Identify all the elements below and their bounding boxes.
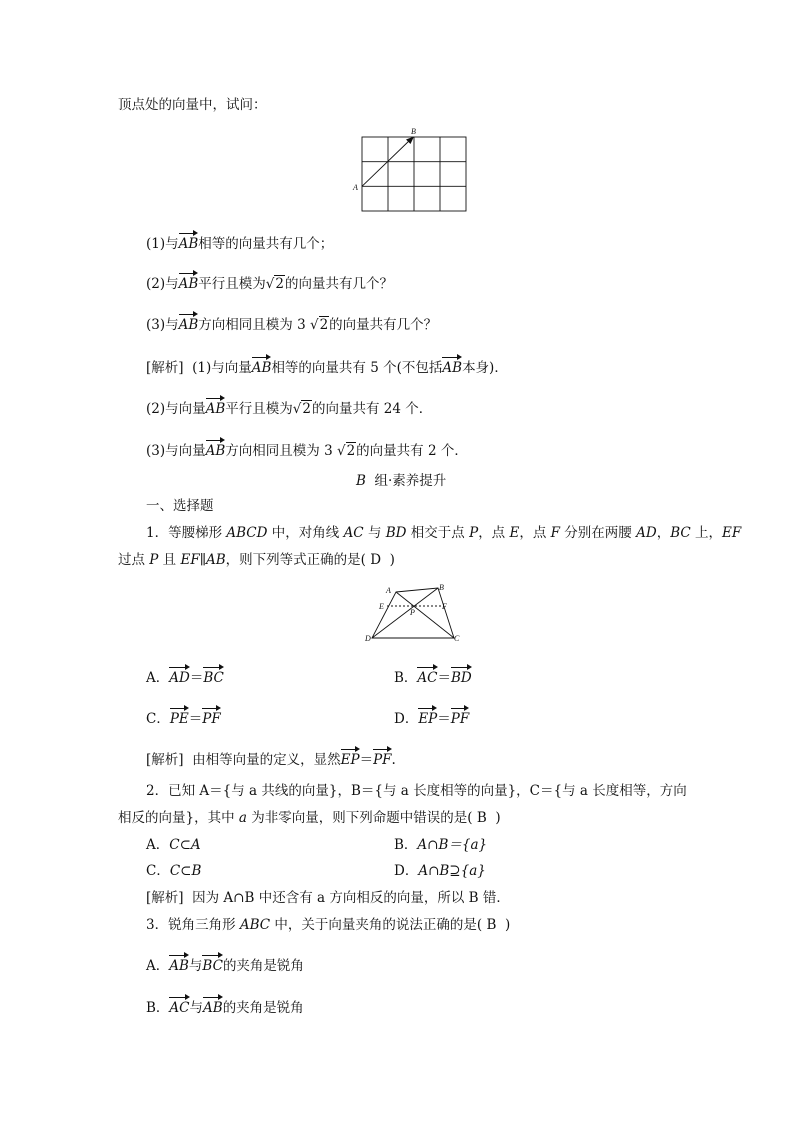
problem-2-option-b: B．A∩B＝{a} bbox=[394, 837, 488, 853]
solution-tag: [解析] bbox=[146, 890, 184, 906]
answer-2: (2)与向量AB平行且模为√2的向量共有 24 个． bbox=[146, 397, 432, 418]
section-b-heading: B 组·素养提升 bbox=[356, 473, 447, 489]
sqrt-symbol: √2 bbox=[309, 317, 329, 333]
answer-letter: D bbox=[370, 552, 382, 568]
part-heading: 一、选择题 bbox=[146, 498, 214, 514]
problem-2-option-c: C．C⊂B bbox=[146, 863, 202, 879]
problem-2-option-d: D．A∩B⊇{a} bbox=[394, 863, 486, 879]
problem-1-line-2: 过点 P 且 EF∥AB，则下列等式正确的是( D ) bbox=[118, 552, 395, 568]
problem-1-option-a: A．AD＝BC bbox=[146, 666, 224, 687]
question-1: (1)与AB相等的向量共有几个； bbox=[146, 232, 333, 253]
answer-letter: B bbox=[486, 917, 497, 933]
trap-label-d: D bbox=[365, 634, 371, 643]
sqrt-symbol: √2 bbox=[292, 401, 311, 417]
grid-figure bbox=[350, 125, 475, 219]
answer-1: [解析] (1)与向量AB相等的向量共有 5 个(不包括AB本身)． bbox=[146, 356, 508, 377]
vector-ab: AB bbox=[179, 313, 199, 334]
sqrt-symbol: √2 bbox=[336, 443, 356, 459]
vector-ab: AB bbox=[179, 272, 199, 293]
problem-3-option-b: B．AC与AB的夹角是锐角 bbox=[146, 996, 304, 1017]
vector-ab: AB bbox=[206, 439, 226, 460]
trapezoid-svg bbox=[360, 580, 470, 648]
problem-2-line-2: 相反的向量}，其中 a 为非零向量，则下列命题中错误的是( B ) bbox=[118, 810, 501, 826]
problem-2-option-a: A．C⊂A bbox=[146, 837, 201, 853]
trap-label-b: B bbox=[439, 583, 444, 592]
vector-ab: AB bbox=[252, 356, 272, 377]
trap-label-a: A bbox=[386, 586, 391, 595]
answer-3: (3)与向量AB方向相同且模为 3 √2的向量共有 2 个． bbox=[146, 439, 468, 460]
intro-text: 顶点处的向量中，试问： bbox=[118, 97, 267, 113]
trap-label-f: F bbox=[442, 602, 447, 611]
question-2: (2)与AB平行且模为√2的向量共有几个？ bbox=[146, 272, 393, 293]
solution-tag: [解析] bbox=[146, 752, 184, 768]
trap-label-e: E bbox=[379, 602, 384, 611]
answer-letter: B bbox=[476, 810, 487, 826]
problem-1-option-d: D．EP＝PF bbox=[394, 707, 469, 728]
sqrt-symbol: √2 bbox=[265, 276, 284, 292]
problem-1-option-c: C．PE＝PF bbox=[146, 707, 221, 728]
trap-label-p: P bbox=[410, 608, 415, 617]
problem-2-solution: [解析] 因为 A∩B 中还含有 a 方向相反的向量，所以 B 错． bbox=[146, 890, 510, 906]
vector-ab-arrow bbox=[362, 139, 411, 186]
vector-ab: AB bbox=[206, 397, 226, 418]
point-a-label: A bbox=[353, 183, 358, 192]
vector-ab: AB bbox=[179, 232, 199, 253]
trap-label-c: C bbox=[454, 634, 460, 643]
vector-ab: AB bbox=[442, 356, 462, 377]
question-3: (3)与AB方向相同且模为 3 √2的向量共有几个？ bbox=[146, 313, 437, 334]
problem-1-line-1: 1．等腰梯形 ABCD 中，对角线 AC 与 BD 相交于点 P，点 E，点 F 分别在两腰 AD，BC 上，EF bbox=[146, 525, 742, 541]
intro-line bbox=[118, 96, 267, 114]
solution-tag: [解析] bbox=[146, 360, 184, 376]
problem-1-option-b: B．AC＝BD bbox=[394, 666, 472, 687]
problem-2-line-1: 2．已知 A＝{与 a 共线的向量}，B＝{与 a 长度相等的向量}，C＝{与 a 长度相等，方向 bbox=[146, 783, 687, 799]
problem-3-option-a: A．AB与BC的夹角是锐角 bbox=[146, 954, 304, 975]
trapezoid-figure bbox=[360, 580, 470, 652]
problem-3-line: 3．锐角三角形 ABC 中，关于向量夹角的说法正确的是( B ) bbox=[146, 917, 511, 933]
problem-1-solution: [解析] 由相等向量的定义，显然EP＝PF. bbox=[146, 748, 396, 769]
grid-svg bbox=[350, 125, 475, 215]
point-b-label: B bbox=[411, 127, 416, 136]
